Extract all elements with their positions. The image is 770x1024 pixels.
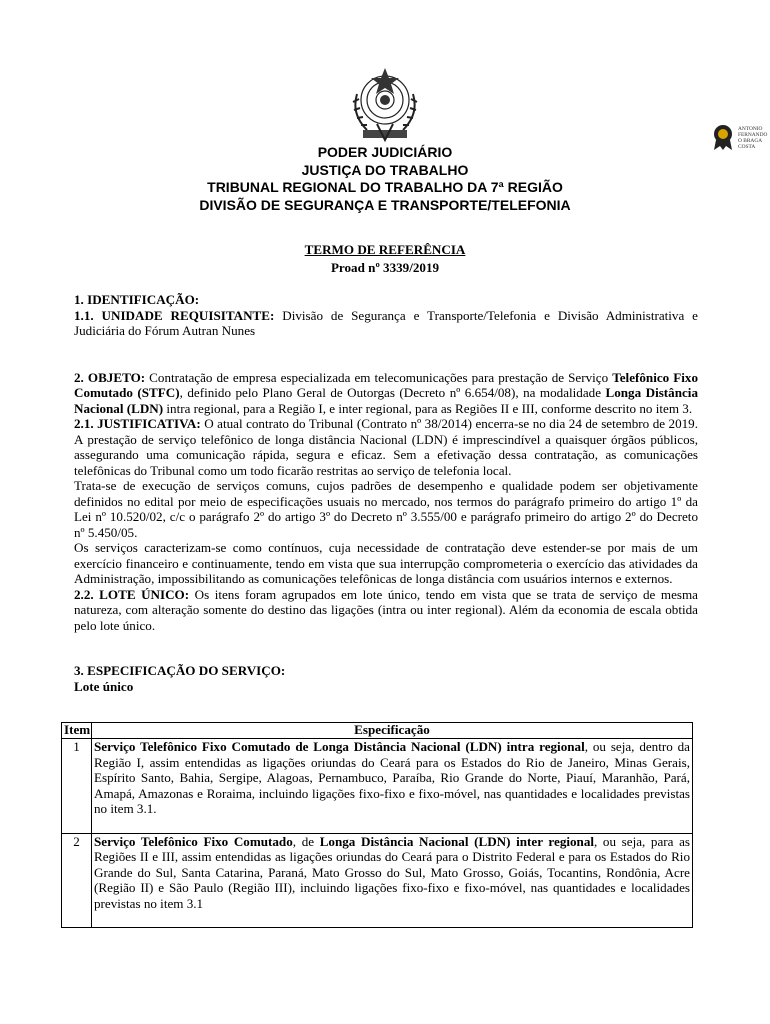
brazil-coat-of-arms-icon [343,64,427,146]
document-body [74,292,698,694]
paragraph: 2.2. LOTE ÚNICO: Os itens foram agrupados em lote único, tendo em vista que se trata de serviço de mesma natureza, com alteração somente do destino das ligações (intra ou inter regional). Além da economia de escala obtida pelo lote único. [74,586,698,633]
column-header: Item [62,723,92,739]
item-number: 1 [62,739,92,834]
section-heading: 1. IDENTIFICAÇÃO: [74,292,200,307]
org-line: JUSTIÇA DO TRABALHO [301,161,469,178]
item-description: Serviço Telefônico Fixo Comutado de Longa Distância Nacional (LDN) intra regional, ou seja, dentro da Região I, assim entendidas as ligações oriundas do Ceará para os Estados do Rio de Janeiro, Minas Gerais, Espírito Santo, Bahia, Sergipe, Alagoas, Pernambuco, Paraíba, Rio Grande do Norte, Piauí, Maranhão, Pará, Amapá, Amazonas e Roraima, incluindo ligações fixo-fixo e fixo-móvel, nas quantidades e localidades previstas no item 3.1. [92,739,693,834]
org-line: PODER JUDICIÁRIO [317,144,453,160]
paragraph: 1.1. UNIDADE REQUISITANTE: Divisão de Segurança e Transporte/Telefonia e Divisão Administrativa e Judiciária do Fórum Autran Nunes [74,307,698,338]
organization-header [0,144,770,214]
org-line: TRIBUNAL REGIONAL DO TRABALHO DA 7ª REGIÃO [207,179,563,195]
org-line: DIVISÃO DE SEGURANÇA E TRANSPORTE/TELEFONIA [199,196,571,213]
paragraph: 2. OBJETO: Contratação de empresa especializada em telecomunicações para prestação de Serviço Telefônico Fixo Comutado (STFC), definido pelo Plano Geral de Outorgas (Decreto nº 6.654/08), na modalidade Longa Distância Nacional (LDN) intra regional, para a Região I, e inter regional, para as Regiões II e III, conforme descrito no item 3. [74,369,698,416]
paragraph: Os serviços caracterizam-se como contínuos, cuja necessidade de contratação deve estender-se por mais de um exercício financeiro e continuamente, tendo em vista que sua interrupção comprometeria o exercício das atividades da Administração, impossibilitando as comunicações telefônicas de longa distância com usuários internos e externos. [74,540,698,586]
table-header-row [62,723,693,739]
document-title-block [0,241,770,276]
subheading: Lote único [74,678,134,694]
document-title: TERMO DE REFERÊNCIA [304,242,466,257]
signer-name: ANTONIO FERNANDO O BRAGA COSTA [738,126,768,150]
column-header: Especificação [92,723,693,739]
specification-table [61,722,693,928]
item-number: 2 [62,833,92,928]
item-description: Serviço Telefônico Fixo Comutado, de Longa Distância Nacional (LDN) inter regional, ou seja, para as Regiões II e III, assim entendidas as ligações oriundas do Ceará para o Distrito Federal e para os Estados do Rio Grande do Sul, Santa Catarina, Paraná, Mato Grosso do Sul, Mato Grosso, Goiás, Tocantins, Rondônia, Acre (Região II) e São Paulo (Região III), incluindo ligações fixo-fixo e fixo-móvel, nas quantidades e localidades previstas no item 3.1 [92,833,693,928]
paragraph: Trata-se de execução de serviços comuns, cujos padrões de desempenho e qualidade podem ser objetivamente definidos no edital por meio de especificações usuais no mercado, nos termos do parágrafo primeiro do artigo 1º da Lei nº 10.520/02, c/c o parágrafo 2º do artigo 3º do Decreto nº 3.555/00 e parágrafo primeiro do artigo 2º do Decreto nº 5.450/05. [74,478,698,540]
proad-number: Proad nº 3339/2019 [330,259,440,275]
table-row [62,739,693,834]
paragraph: 2.1. JUSTIFICATIVA: O atual contrato do Tribunal (Contrato nº 38/2014) encerra-se no dia 24 de setembro de 2019. A prestação de serviço telefônico de longa distância Nacional (LDN) é imprescindível a quaisquer órgãos públicos, assegurando uma comunicação rápida, segura e eficaz. Sem a efetivação dessa contratação, as comunicações telefônicas do Tribunal como um todo ficarão restritas ao serviço de telefonia local. [74,416,698,478]
table-row [62,833,693,928]
section-heading: 3. ESPECIFICAÇÃO DO SERVIÇO: [74,663,286,678]
